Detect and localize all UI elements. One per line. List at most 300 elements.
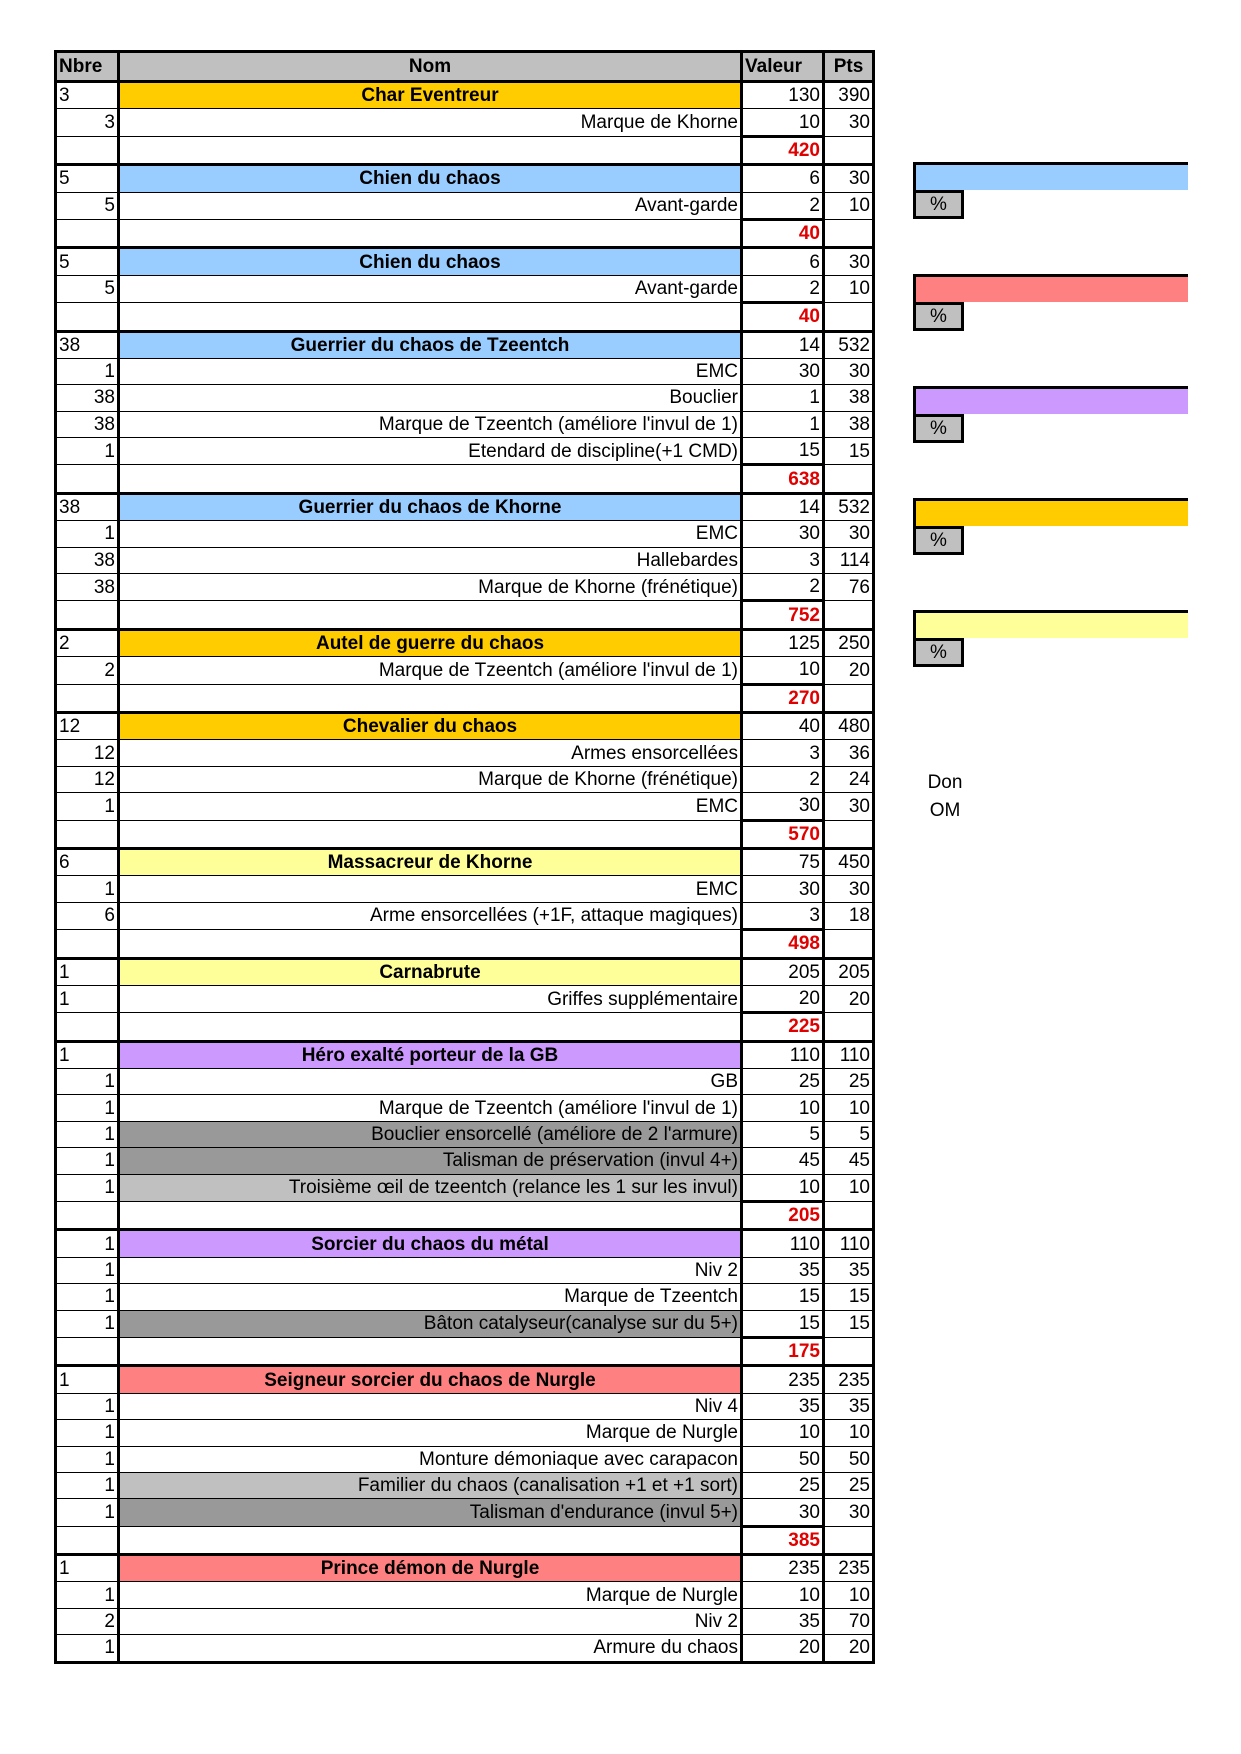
option-count: 1 [56, 1472, 119, 1498]
legend-notch [916, 498, 964, 501]
option-points: 24 [824, 766, 874, 792]
option-points: 30 [824, 358, 874, 384]
unit-value: 110 [742, 1041, 824, 1068]
total-points-empty [824, 219, 874, 247]
option-name: Marque de Nurgle [119, 1582, 742, 1608]
option-row [56, 1148, 874, 1174]
unit-name: Chien du chaos [119, 165, 742, 192]
option-count: 1 [56, 1148, 119, 1174]
unit-total: 40 [742, 303, 824, 331]
option-name: Niv 4 [119, 1393, 742, 1419]
header-nbre: Nbre [56, 52, 119, 82]
total-row [56, 136, 874, 164]
option-count: 1 [56, 985, 119, 1012]
option-count: 38 [56, 574, 119, 601]
total-count-empty [56, 303, 119, 331]
option-count: 38 [56, 411, 119, 437]
unit-name: Sorcier du chaos du métal [119, 1230, 742, 1257]
total-name-empty [119, 1202, 742, 1230]
unit-row [56, 712, 874, 739]
legend-item-red [913, 274, 1188, 331]
total-row [56, 1337, 874, 1365]
option-row [56, 1257, 874, 1283]
unit-points: 110 [824, 1041, 874, 1068]
option-name: Bouclier ensorcellé (améliore de 2 l'armure) [119, 1121, 742, 1147]
total-name-empty [119, 601, 742, 629]
unit-name: Autel de guerre du chaos [119, 629, 742, 656]
total-points-empty [824, 136, 874, 164]
legend-color-bar [913, 386, 1188, 414]
option-value: 3 [742, 547, 824, 573]
option-row [56, 1420, 874, 1446]
unit-total: 225 [742, 1013, 824, 1041]
option-name: Marque de Nurgle [119, 1420, 742, 1446]
option-name: Armes ensorcellées [119, 740, 742, 766]
total-name-empty [119, 219, 742, 247]
option-count: 1 [56, 793, 119, 820]
total-row [56, 1013, 874, 1041]
option-count: 5 [56, 192, 119, 219]
option-row [56, 1069, 874, 1095]
unit-row [56, 848, 874, 875]
option-points: 20 [824, 985, 874, 1012]
total-name-empty [119, 136, 742, 164]
header-nom: Nom [119, 52, 742, 82]
unit-count: 38 [56, 331, 119, 358]
option-count: 1 [56, 521, 119, 547]
option-name: Talisman de préservation (invul 4+) [119, 1148, 742, 1174]
option-points: 35 [824, 1393, 874, 1419]
option-points: 20 [824, 657, 874, 684]
option-row [56, 1095, 874, 1121]
option-name: EMC [119, 521, 742, 547]
option-count: 6 [56, 902, 119, 929]
option-points: 36 [824, 740, 874, 766]
option-count: 1 [56, 1121, 119, 1147]
unit-total: 752 [742, 601, 824, 629]
option-value: 10 [742, 1174, 824, 1201]
unit-count: 1 [56, 1366, 119, 1393]
option-points: 18 [824, 902, 874, 929]
unit-points: 450 [824, 848, 874, 875]
total-row [56, 930, 874, 958]
unit-value: 205 [742, 958, 824, 985]
option-name: Marque de Tzeentch (améliore l'invul de 1) [119, 1095, 742, 1121]
option-row [56, 1174, 874, 1201]
option-row [56, 1310, 874, 1337]
option-value: 1 [742, 385, 824, 411]
option-points: 5 [824, 1121, 874, 1147]
army-list-table [54, 50, 875, 1664]
unit-row [56, 1041, 874, 1068]
legend-item-purple [913, 386, 1188, 443]
option-points: 10 [824, 192, 874, 219]
total-name-empty [119, 303, 742, 331]
option-name: Etendard de discipline(+1 CMD) [119, 438, 742, 465]
option-count: 1 [56, 1174, 119, 1201]
legend-color-bar [913, 498, 1188, 526]
unit-name: Chevalier du chaos [119, 712, 742, 739]
option-value: 15 [742, 1310, 824, 1337]
unit-value: 6 [742, 248, 824, 275]
option-name: Marque de Khorne (frénétique) [119, 574, 742, 601]
option-value: 10 [742, 1420, 824, 1446]
unit-value: 6 [742, 165, 824, 192]
option-row [56, 1284, 874, 1310]
option-name: Avant-garde [119, 275, 742, 302]
option-value: 30 [742, 521, 824, 547]
total-points-empty [824, 303, 874, 331]
option-row [56, 411, 874, 437]
option-name: Griffes supplémentaire [119, 985, 742, 1012]
header-pts: Pts [824, 52, 874, 82]
legend-color-bar [913, 162, 1188, 190]
unit-name: Carnabrute [119, 958, 742, 985]
legend-item-blue [913, 162, 1188, 219]
unit-row [56, 1555, 874, 1582]
unit-name: Chien du chaos [119, 248, 742, 275]
option-name: Niv 2 [119, 1257, 742, 1283]
option-name: Hallebardes [119, 547, 742, 573]
note-don: Don [927, 772, 963, 793]
legend-color-bar [913, 610, 1188, 638]
unit-value: 14 [742, 493, 824, 520]
option-value: 50 [742, 1446, 824, 1472]
unit-total: 638 [742, 465, 824, 493]
option-value: 10 [742, 109, 824, 136]
unit-total: 205 [742, 1202, 824, 1230]
option-row [56, 521, 874, 547]
option-value: 25 [742, 1472, 824, 1498]
option-value: 15 [742, 438, 824, 465]
option-value: 2 [742, 275, 824, 302]
unit-total: 175 [742, 1337, 824, 1365]
unit-total: 270 [742, 684, 824, 712]
total-count-empty [56, 820, 119, 848]
total-row [56, 219, 874, 247]
total-count-empty [56, 1202, 119, 1230]
unit-name: Massacreur de Khorne [119, 848, 742, 875]
option-name: Bouclier [119, 385, 742, 411]
option-row [56, 385, 874, 411]
option-value: 3 [742, 902, 824, 929]
unit-row [56, 248, 874, 275]
option-points: 10 [824, 1420, 874, 1446]
unit-count: 3 [56, 82, 119, 109]
option-points: 10 [824, 1582, 874, 1608]
option-name: Marque de Khorne (frénétique) [119, 766, 742, 792]
option-name: Marque de Tzeentch [119, 1284, 742, 1310]
option-count: 1 [56, 1284, 119, 1310]
option-name: Troisième œil de tzeentch (relance les 1 sur les invul) [119, 1174, 742, 1201]
total-name-empty [119, 820, 742, 848]
total-row [56, 465, 874, 493]
unit-total: 498 [742, 930, 824, 958]
option-name: EMC [119, 358, 742, 384]
option-name: Armure du chaos [119, 1635, 742, 1662]
unit-name: Héro exalté porteur de la GB [119, 1041, 742, 1068]
unit-row [56, 1230, 874, 1257]
option-row [56, 902, 874, 929]
total-row [56, 601, 874, 629]
total-points-empty [824, 601, 874, 629]
legend-percent-cell: % [913, 638, 964, 667]
option-row [56, 438, 874, 465]
total-name-empty [119, 1337, 742, 1365]
option-count: 12 [56, 740, 119, 766]
option-count: 1 [56, 1310, 119, 1337]
unit-value: 130 [742, 82, 824, 109]
option-points: 70 [824, 1608, 874, 1634]
option-count: 1 [56, 1069, 119, 1095]
total-count-empty [56, 1526, 119, 1554]
unit-name: Prince démon de Nurgle [119, 1555, 742, 1582]
unit-row [56, 165, 874, 192]
option-points: 45 [824, 1148, 874, 1174]
total-row [56, 303, 874, 331]
total-count-empty [56, 1013, 119, 1041]
unit-count: 6 [56, 848, 119, 875]
option-value: 3 [742, 740, 824, 766]
option-name: Marque de Khorne [119, 109, 742, 136]
total-count-empty [56, 219, 119, 247]
option-row [56, 1446, 874, 1472]
total-points-empty [824, 1337, 874, 1365]
option-value: 15 [742, 1284, 824, 1310]
option-points: 10 [824, 275, 874, 302]
unit-row [56, 331, 874, 358]
unit-count: 1 [56, 1230, 119, 1257]
option-count: 1 [56, 1095, 119, 1121]
unit-name: Guerrier du chaos de Tzeentch [119, 331, 742, 358]
unit-points: 235 [824, 1555, 874, 1582]
unit-value: 14 [742, 331, 824, 358]
option-value: 30 [742, 1499, 824, 1526]
option-points: 15 [824, 1284, 874, 1310]
legend-item-yellow [913, 610, 1188, 667]
option-count: 1 [56, 1635, 119, 1662]
option-points: 20 [824, 1635, 874, 1662]
option-count: 1 [56, 1446, 119, 1472]
unit-points: 30 [824, 165, 874, 192]
total-name-empty [119, 1526, 742, 1554]
unit-count: 5 [56, 165, 119, 192]
unit-name: Seigneur sorcier du chaos de Nurgle [119, 1366, 742, 1393]
unit-points: 250 [824, 629, 874, 656]
option-count: 1 [56, 438, 119, 465]
option-row [56, 1393, 874, 1419]
option-name: EMC [119, 876, 742, 902]
unit-value: 40 [742, 712, 824, 739]
option-points: 35 [824, 1257, 874, 1283]
legend-notch [916, 274, 964, 277]
option-count: 2 [56, 1608, 119, 1634]
unit-points: 30 [824, 248, 874, 275]
option-count: 1 [56, 1582, 119, 1608]
total-name-empty [119, 684, 742, 712]
unit-points: 480 [824, 712, 874, 739]
option-row [56, 275, 874, 302]
header-row [56, 52, 874, 82]
unit-count: 2 [56, 629, 119, 656]
option-count: 1 [56, 1499, 119, 1526]
unit-value: 235 [742, 1555, 824, 1582]
option-name: GB [119, 1069, 742, 1095]
total-count-empty [56, 930, 119, 958]
option-row [56, 740, 874, 766]
total-points-empty [824, 465, 874, 493]
option-points: 76 [824, 574, 874, 601]
unit-value: 75 [742, 848, 824, 875]
option-row [56, 358, 874, 384]
unit-points: 532 [824, 493, 874, 520]
option-value: 20 [742, 985, 824, 1012]
option-points: 30 [824, 109, 874, 136]
option-name: Bâton catalyseur(canalyse sur du 5+) [119, 1310, 742, 1337]
option-value: 35 [742, 1393, 824, 1419]
option-name: Talisman d'endurance (invul 5+) [119, 1499, 742, 1526]
unit-count: 38 [56, 493, 119, 520]
unit-row [56, 82, 874, 109]
total-count-empty [56, 465, 119, 493]
option-count: 1 [56, 358, 119, 384]
total-points-empty [824, 1013, 874, 1041]
option-name: Arme ensorcellées (+1F, attaque magiques) [119, 902, 742, 929]
option-count: 38 [56, 385, 119, 411]
unit-points: 205 [824, 958, 874, 985]
option-value: 10 [742, 1095, 824, 1121]
total-row [56, 820, 874, 848]
option-count: 3 [56, 109, 119, 136]
option-points: 30 [824, 521, 874, 547]
option-count: 1 [56, 876, 119, 902]
option-name: Marque de Tzeentch (améliore l'invul de 1) [119, 411, 742, 437]
option-points: 30 [824, 876, 874, 902]
total-row [56, 1202, 874, 1230]
option-count: 38 [56, 547, 119, 573]
unit-points: 110 [824, 1230, 874, 1257]
option-value: 45 [742, 1148, 824, 1174]
legend-percent-cell: % [913, 414, 964, 443]
option-name: Avant-garde [119, 192, 742, 219]
option-points: 38 [824, 411, 874, 437]
total-name-empty [119, 1013, 742, 1041]
unit-row [56, 493, 874, 520]
unit-count: 1 [56, 958, 119, 985]
option-value: 30 [742, 358, 824, 384]
unit-row [56, 629, 874, 656]
option-row [56, 1635, 874, 1662]
option-row [56, 574, 874, 601]
unit-name: Char Eventreur [119, 82, 742, 109]
option-points: 15 [824, 1310, 874, 1337]
unit-row [56, 958, 874, 985]
option-value: 30 [742, 876, 824, 902]
unit-value: 110 [742, 1230, 824, 1257]
legend-item-orange [913, 498, 1188, 555]
option-value: 10 [742, 657, 824, 684]
total-count-empty [56, 684, 119, 712]
unit-count: 1 [56, 1041, 119, 1068]
option-value: 2 [742, 192, 824, 219]
option-points: 50 [824, 1446, 874, 1472]
legend-notch [916, 610, 964, 613]
legend-percent-cell: % [913, 190, 964, 219]
option-value: 35 [742, 1257, 824, 1283]
legend-notch [916, 386, 964, 389]
unit-row [56, 1366, 874, 1393]
option-count: 1 [56, 1393, 119, 1419]
option-row [56, 985, 874, 1012]
unit-value: 235 [742, 1366, 824, 1393]
unit-count: 12 [56, 712, 119, 739]
option-points: 10 [824, 1174, 874, 1201]
option-name: EMC [119, 793, 742, 820]
total-count-empty [56, 136, 119, 164]
option-points: 15 [824, 438, 874, 465]
legend-percent-cell: % [913, 302, 964, 331]
option-row [56, 766, 874, 792]
total-points-empty [824, 684, 874, 712]
option-count: 2 [56, 657, 119, 684]
option-points: 25 [824, 1069, 874, 1095]
option-row [56, 547, 874, 573]
unit-total: 570 [742, 820, 824, 848]
legend-percent-cell: % [913, 526, 964, 555]
option-name: Marque de Tzeentch (améliore l'invul de 1) [119, 657, 742, 684]
option-row [56, 1608, 874, 1634]
option-value: 2 [742, 766, 824, 792]
option-count: 1 [56, 1420, 119, 1446]
total-row [56, 684, 874, 712]
total-name-empty [119, 930, 742, 958]
option-points: 30 [824, 793, 874, 820]
option-value: 25 [742, 1069, 824, 1095]
note-om: OM [929, 800, 961, 821]
option-row [56, 1472, 874, 1498]
unit-points: 235 [824, 1366, 874, 1393]
option-points: 114 [824, 547, 874, 573]
total-points-empty [824, 930, 874, 958]
total-row [56, 1526, 874, 1554]
unit-value: 125 [742, 629, 824, 656]
unit-total: 420 [742, 136, 824, 164]
total-count-empty [56, 601, 119, 629]
option-points: 25 [824, 1472, 874, 1498]
option-value: 5 [742, 1121, 824, 1147]
legend-notch [916, 162, 964, 165]
option-value: 30 [742, 793, 824, 820]
option-value: 1 [742, 411, 824, 437]
option-points: 38 [824, 385, 874, 411]
total-name-empty [119, 465, 742, 493]
unit-points: 532 [824, 331, 874, 358]
header-valeur: Valeur [742, 52, 824, 82]
option-name: Monture démoniaque avec carapacon [119, 1446, 742, 1472]
option-row [56, 657, 874, 684]
option-value: 2 [742, 574, 824, 601]
unit-points: 390 [824, 82, 874, 109]
option-name: Familier du chaos (canalisation +1 et +1 sort) [119, 1472, 742, 1498]
option-count: 12 [56, 766, 119, 792]
unit-name: Guerrier du chaos de Khorne [119, 493, 742, 520]
option-row [56, 793, 874, 820]
unit-count: 5 [56, 248, 119, 275]
option-value: 10 [742, 1582, 824, 1608]
total-points-empty [824, 1526, 874, 1554]
total-points-empty [824, 1202, 874, 1230]
option-row [56, 876, 874, 902]
